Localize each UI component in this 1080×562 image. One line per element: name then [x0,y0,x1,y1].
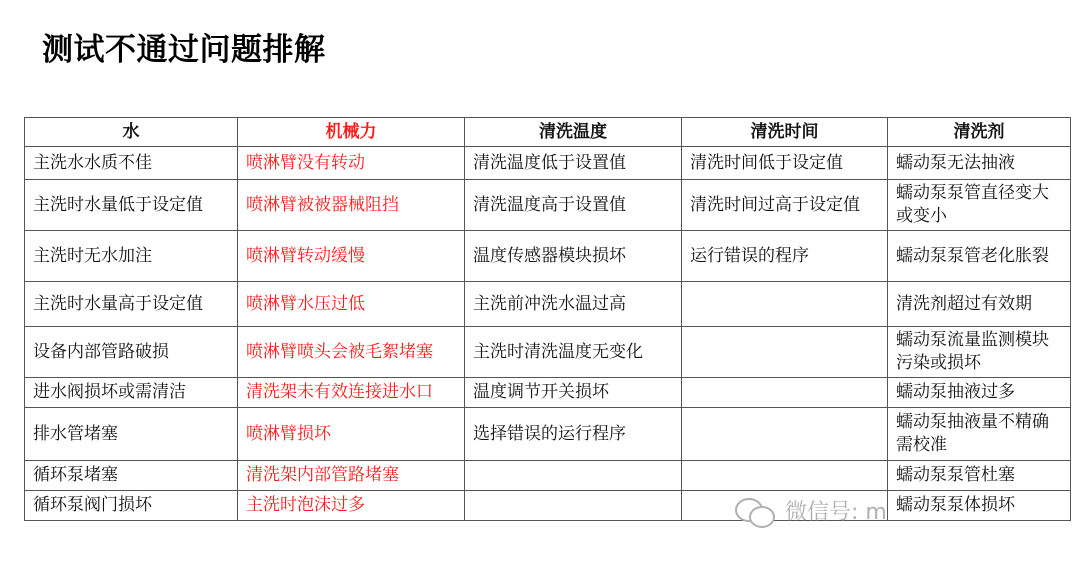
table-cell [682,378,888,408]
table-cell: 主洗时无水加注 [25,231,238,282]
header-wash-time: 清洗时间 [682,118,888,147]
table-cell: 清洗架内部管路堵塞 [238,461,465,491]
table-cell [682,327,888,378]
watermark-text: 微信号: m [785,500,887,525]
table-header-row [25,118,1071,147]
header-water: 水 [25,118,238,147]
table-row [25,378,1071,408]
table-cell [682,408,888,461]
table-cell [465,491,682,521]
table-cell: 清洗温度低于设置值 [465,147,682,180]
header-detergent: 清洗剂 [888,118,1071,147]
table-cell: 主洗时清洗温度无变化 [465,327,682,378]
table-cell: 蠕动泵泵管杜塞 [888,461,1071,491]
table-cell: 蠕动泵泵管老化胀裂 [888,231,1071,282]
page-title: 测试不通过问题排解 [42,32,326,68]
table-cell: 喷淋臂转动缓慢 [238,231,465,282]
table-cell: 排水管堵塞 [25,408,238,461]
table-cell: 蠕动泵泵管直径变大或变小 [888,180,1071,231]
table-cell: 温度调节开关损坏 [465,378,682,408]
table-row [25,147,1071,180]
table-cell: 蠕动泵抽液量不精确需校准 [888,408,1071,461]
table-row [25,461,1071,491]
table-cell: 循环泵阀门损坏 [25,491,238,521]
table-cell: 进水阀损坏或需清洁 [25,378,238,408]
table-cell: 主洗时水量高于设定值 [25,282,238,327]
table-cell: 清洗架未有效连接进水口 [238,378,465,408]
table-cell [682,461,888,491]
table-cell: 清洗时间过高于设定值 [682,180,888,231]
table-cell: 蠕动泵泵体损坏 [888,491,1071,521]
table-cell: 主洗水水质不佳 [25,147,238,180]
table-cell: 蠕动泵无法抽液 [888,147,1071,180]
table-cell: 清洗剂超过有效期 [888,282,1071,327]
table-cell: 清洗时间低于设定值 [682,147,888,180]
table-cell: 喷淋臂喷头会被毛絮堵塞 [238,327,465,378]
table-cell: 主洗前冲洗水温过高 [465,282,682,327]
header-mechanical-force: 机械力 [238,118,465,147]
header-wash-temperature: 清洗温度 [465,118,682,147]
table-cell: 选择错误的运行程序 [465,408,682,461]
table-cell [682,491,888,521]
table-cell: 主洗时水量低于设定值 [25,180,238,231]
table-cell: 喷淋臂被被器械阻挡 [238,180,465,231]
table-cell: 主洗时泡沫过多 [238,491,465,521]
table-cell [682,282,888,327]
table-cell: 蠕动泵流量监测模块污染或损坏 [888,327,1071,378]
table-row [25,491,1071,521]
table-cell: 清洗温度高于设置值 [465,180,682,231]
table-cell: 喷淋臂水压过低 [238,282,465,327]
table-row [25,231,1071,282]
table-row [25,408,1071,461]
table-row [25,327,1071,378]
table-row [25,180,1071,231]
table-cell: 蠕动泵抽液过多 [888,378,1071,408]
table-cell [465,461,682,491]
table-cell: 温度传感器模块损坏 [465,231,682,282]
table-cell: 运行错误的程序 [682,231,888,282]
table-cell: 设备内部管路破损 [25,327,238,378]
table-cell: 喷淋臂损坏 [238,408,465,461]
table-cell: 喷淋臂没有转动 [238,147,465,180]
table-cell: 循环泵堵塞 [25,461,238,491]
table-row [25,282,1071,327]
troubleshooting-table [24,117,1071,521]
